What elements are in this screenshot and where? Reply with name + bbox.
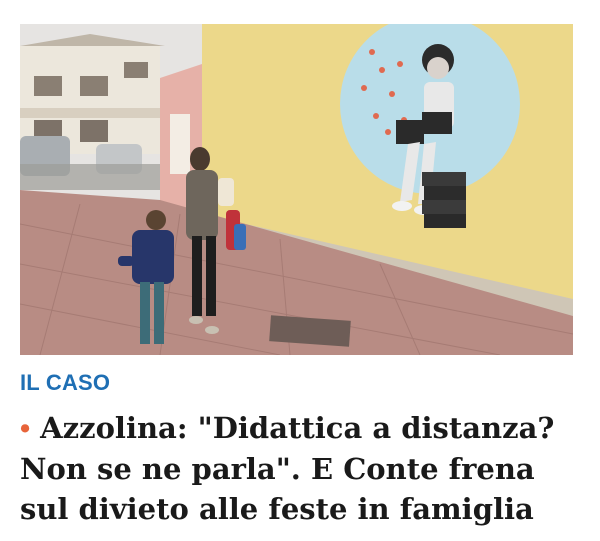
article-headline[interactable]: [20, 408, 580, 529]
article-photo[interactable]: [20, 24, 573, 355]
section-label[interactable]: IL CASO: [20, 370, 111, 395]
article-photo-illustration: [20, 24, 573, 355]
article-title[interactable]: Azzolina: "Didattica a distanza? Non se ne parla". E Conte frena sul divieto alle feste in famiglia: [20, 411, 555, 526]
bullet-dot-icon: •: [20, 413, 31, 445]
